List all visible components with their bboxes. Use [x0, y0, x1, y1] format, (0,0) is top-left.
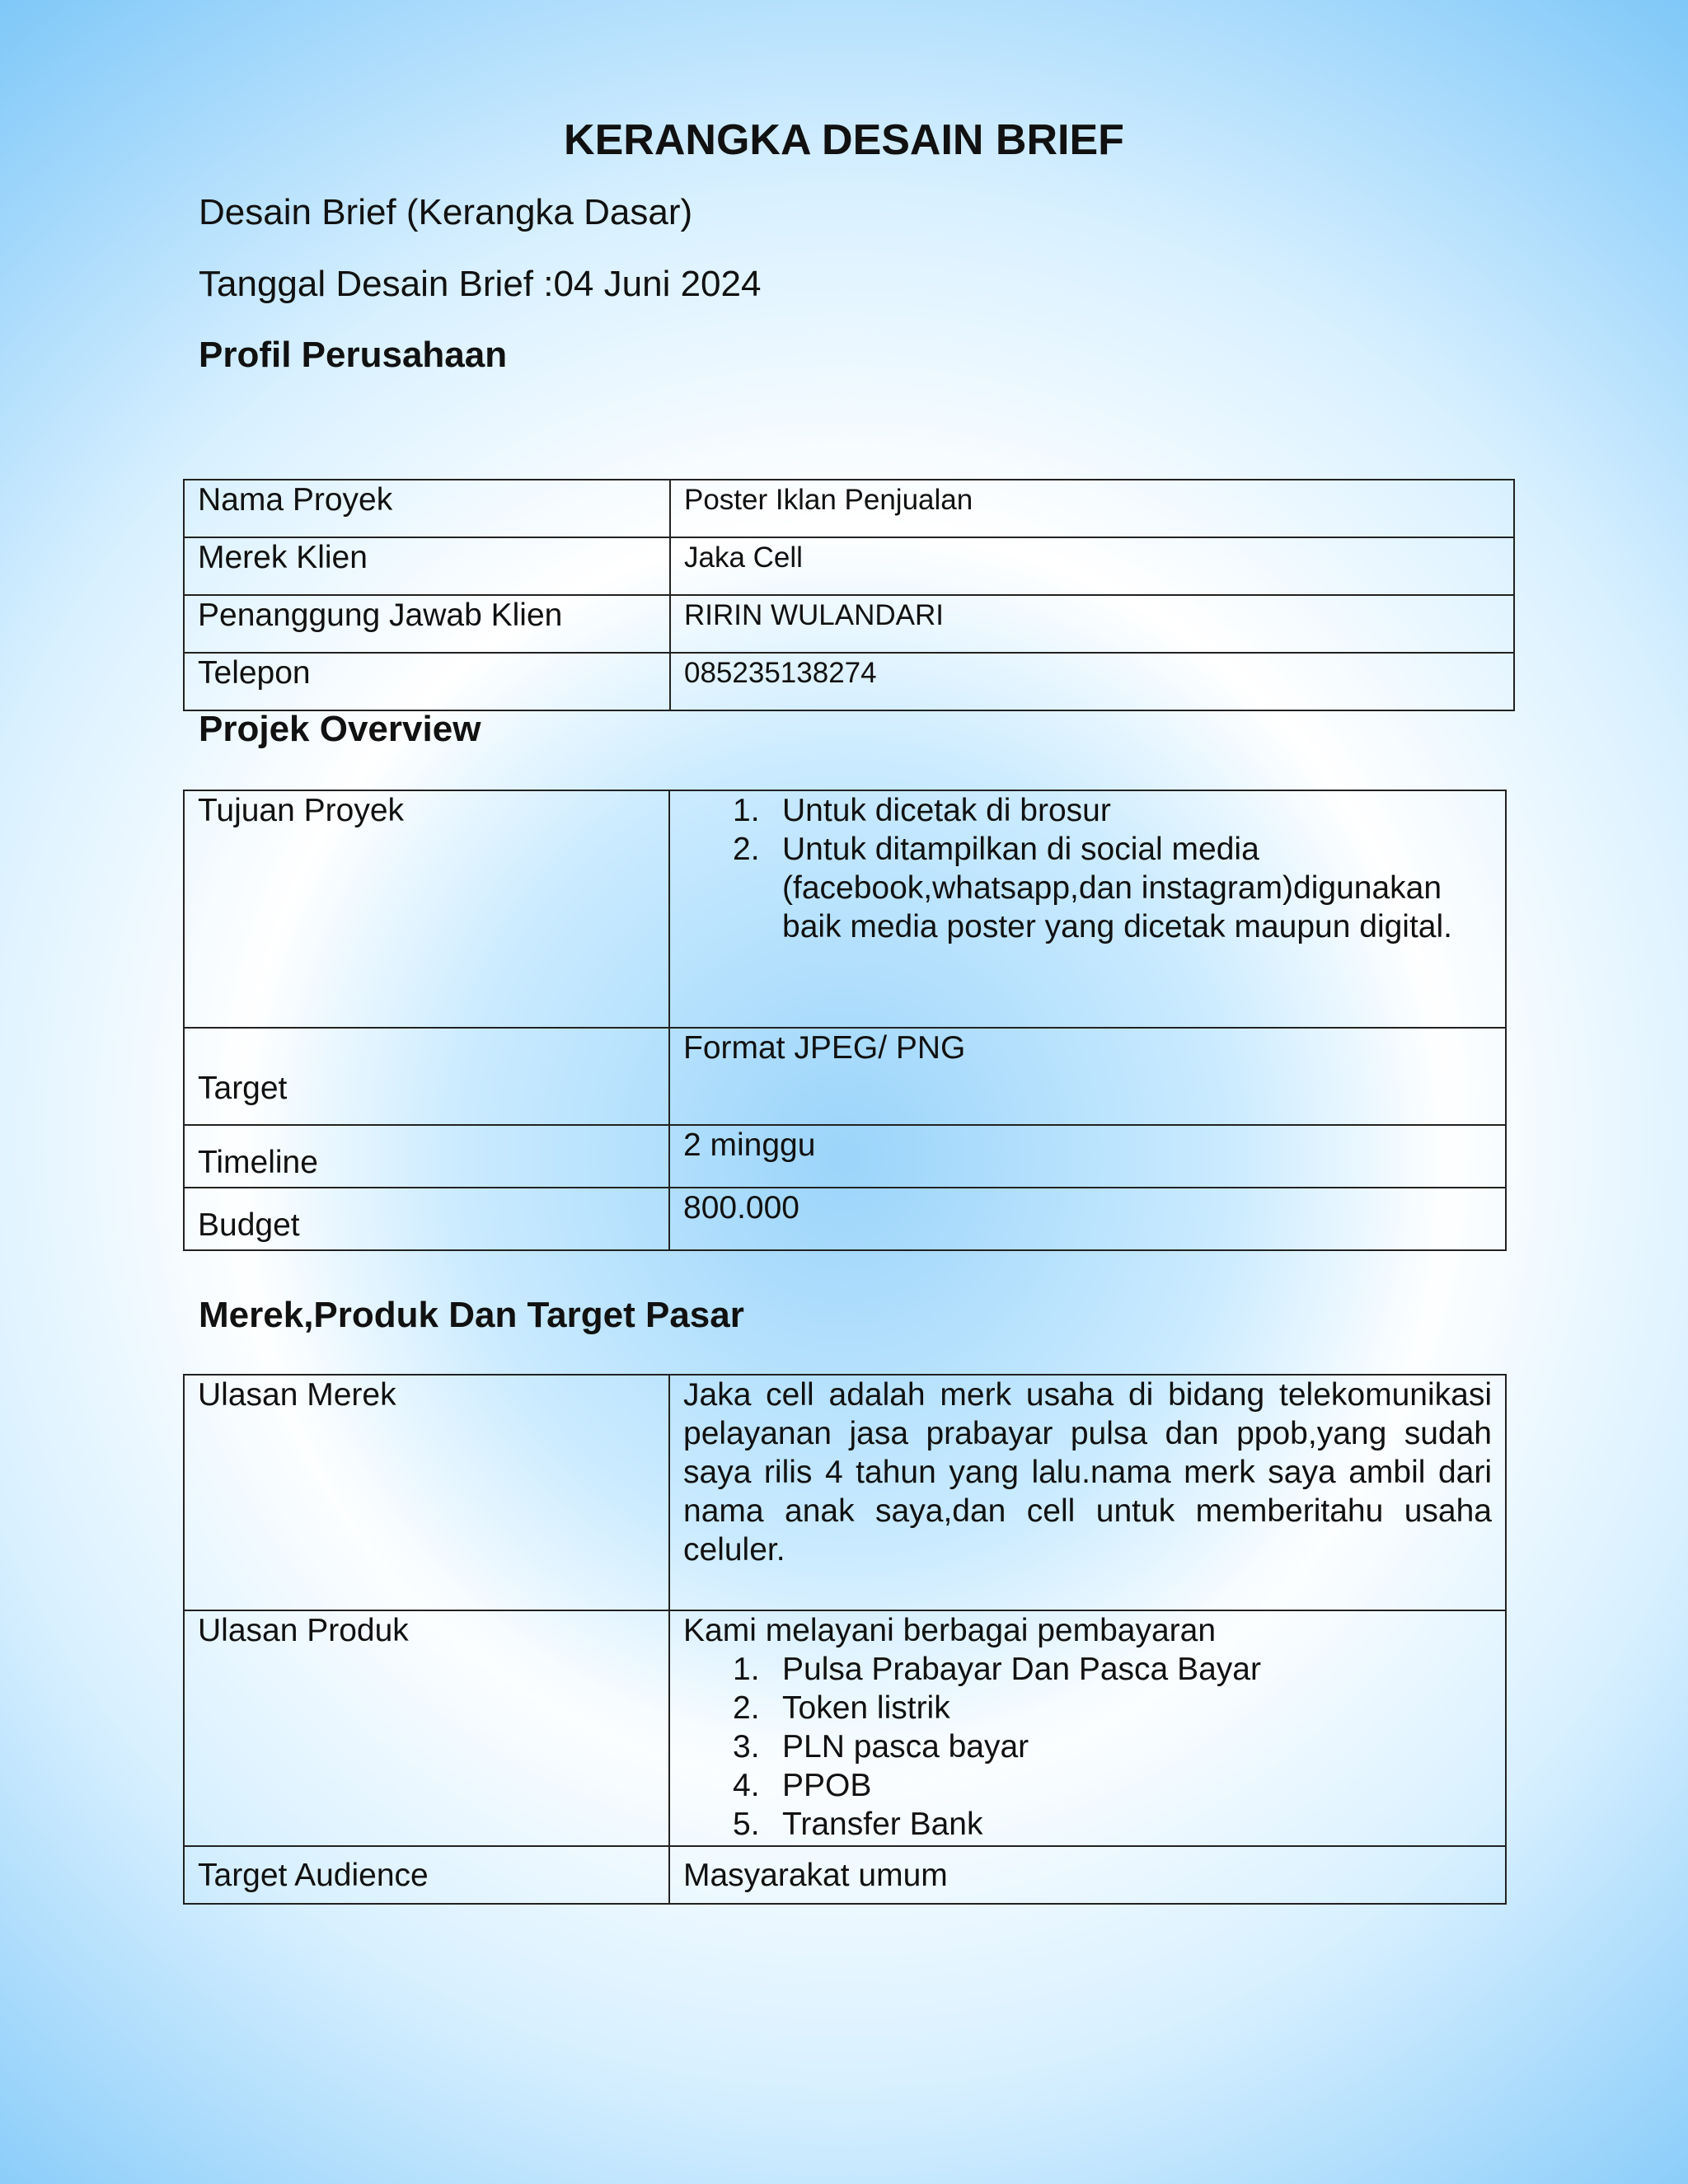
row-label: Ulasan Merek	[184, 1375, 669, 1610]
table-row	[184, 1188, 1506, 1250]
list-item	[733, 791, 1492, 830]
row-label: Tujuan Proyek	[184, 790, 669, 1028]
table-row	[184, 1610, 1506, 1846]
row-value: Format JPEG/ PNG	[669, 1028, 1506, 1125]
row-label: Target	[184, 1028, 669, 1125]
list-number: 4.	[733, 1768, 760, 1803]
row-label: Telepon	[184, 653, 670, 710]
list-text: Transfer Bank	[782, 1807, 983, 1842]
produk-list	[683, 1650, 1492, 1844]
list-number: 2.	[733, 832, 760, 867]
document-title: KERANGKA DESAIN BRIEF	[564, 116, 1124, 164]
table-row	[184, 790, 1506, 1028]
row-value: 800.000	[669, 1188, 1506, 1250]
row-label: Nama Proyek	[184, 480, 670, 537]
list-text: PPOB	[782, 1768, 872, 1803]
row-value: Poster Iklan Penjualan	[670, 480, 1514, 537]
table-row	[184, 1846, 1506, 1904]
tujuan-list	[683, 791, 1492, 946]
list-item	[733, 1727, 1492, 1766]
row-label: Target Audience	[184, 1846, 669, 1904]
list-number: 3.	[733, 1729, 760, 1765]
list-item	[733, 1805, 1492, 1844]
table-row	[184, 1125, 1506, 1188]
row-label: Timeline	[184, 1125, 669, 1188]
list-number: 2.	[733, 1690, 760, 1726]
row-value: RIRIN WULANDARI	[670, 595, 1514, 653]
list-item	[733, 830, 1492, 946]
section-heading-profil: Profil Perusahaan	[199, 335, 508, 375]
list-item	[733, 1766, 1492, 1805]
produk-intro: Kami melayani berbagai pembayaran	[683, 1613, 1217, 1648]
table-row	[184, 595, 1514, 653]
document-subtitle: Desain Brief (Kerangka Dasar)	[199, 192, 693, 232]
list-number: 1.	[733, 1652, 760, 1687]
list-text: Token listrik	[782, 1690, 950, 1726]
section-heading-overview: Projek Overview	[199, 709, 481, 749]
list-number: 1.	[733, 793, 760, 828]
table-row	[184, 1028, 1506, 1125]
section-heading-merek: Merek,Produk Dan Target Pasar	[199, 1295, 744, 1335]
row-value: Masyarakat umum	[669, 1846, 1506, 1904]
row-label: Ulasan Produk	[184, 1610, 669, 1846]
table-row	[184, 537, 1514, 595]
list-text: PLN pasca bayar	[782, 1729, 1029, 1765]
list-text: Untuk dicetak di brosur	[782, 793, 1111, 828]
list-text: Untuk ditampilkan di social media (facebook,whatsapp,dan instagram)digunakan baik media poster yang dicetak maupun digital.	[782, 832, 1452, 944]
list-number: 5.	[733, 1807, 760, 1842]
list-item	[733, 1650, 1492, 1689]
row-label: Budget	[184, 1188, 669, 1250]
row-label: Merek Klien	[184, 537, 670, 595]
row-label: Penanggung Jawab Klien	[184, 595, 670, 653]
brief-date: Tanggal Desain Brief :04 Juni 2024	[199, 264, 762, 304]
table-row	[184, 480, 1514, 537]
row-value	[669, 790, 1506, 1028]
row-value: Jaka Cell	[670, 537, 1514, 595]
list-text: Pulsa Prabayar Dan Pasca Bayar	[782, 1652, 1261, 1687]
overview-table	[183, 790, 1507, 1251]
profil-table	[183, 479, 1515, 711]
list-item	[733, 1689, 1492, 1727]
row-value: Jaka cell adalah merk usaha di bidang telekomunikasi pelayanan jasa prabayar pulsa dan ppob,yang sudah saya rilis 4 tahun yang lalu.nama merk saya ambil dari nama anak saya,dan cell untuk memberitahu usaha celuler.	[669, 1375, 1506, 1610]
table-row	[184, 1375, 1506, 1610]
table-row	[184, 653, 1514, 710]
row-value: 2 minggu	[669, 1125, 1506, 1188]
row-value: 085235138274	[670, 653, 1514, 710]
merek-table	[183, 1374, 1507, 1905]
row-value	[669, 1610, 1506, 1846]
